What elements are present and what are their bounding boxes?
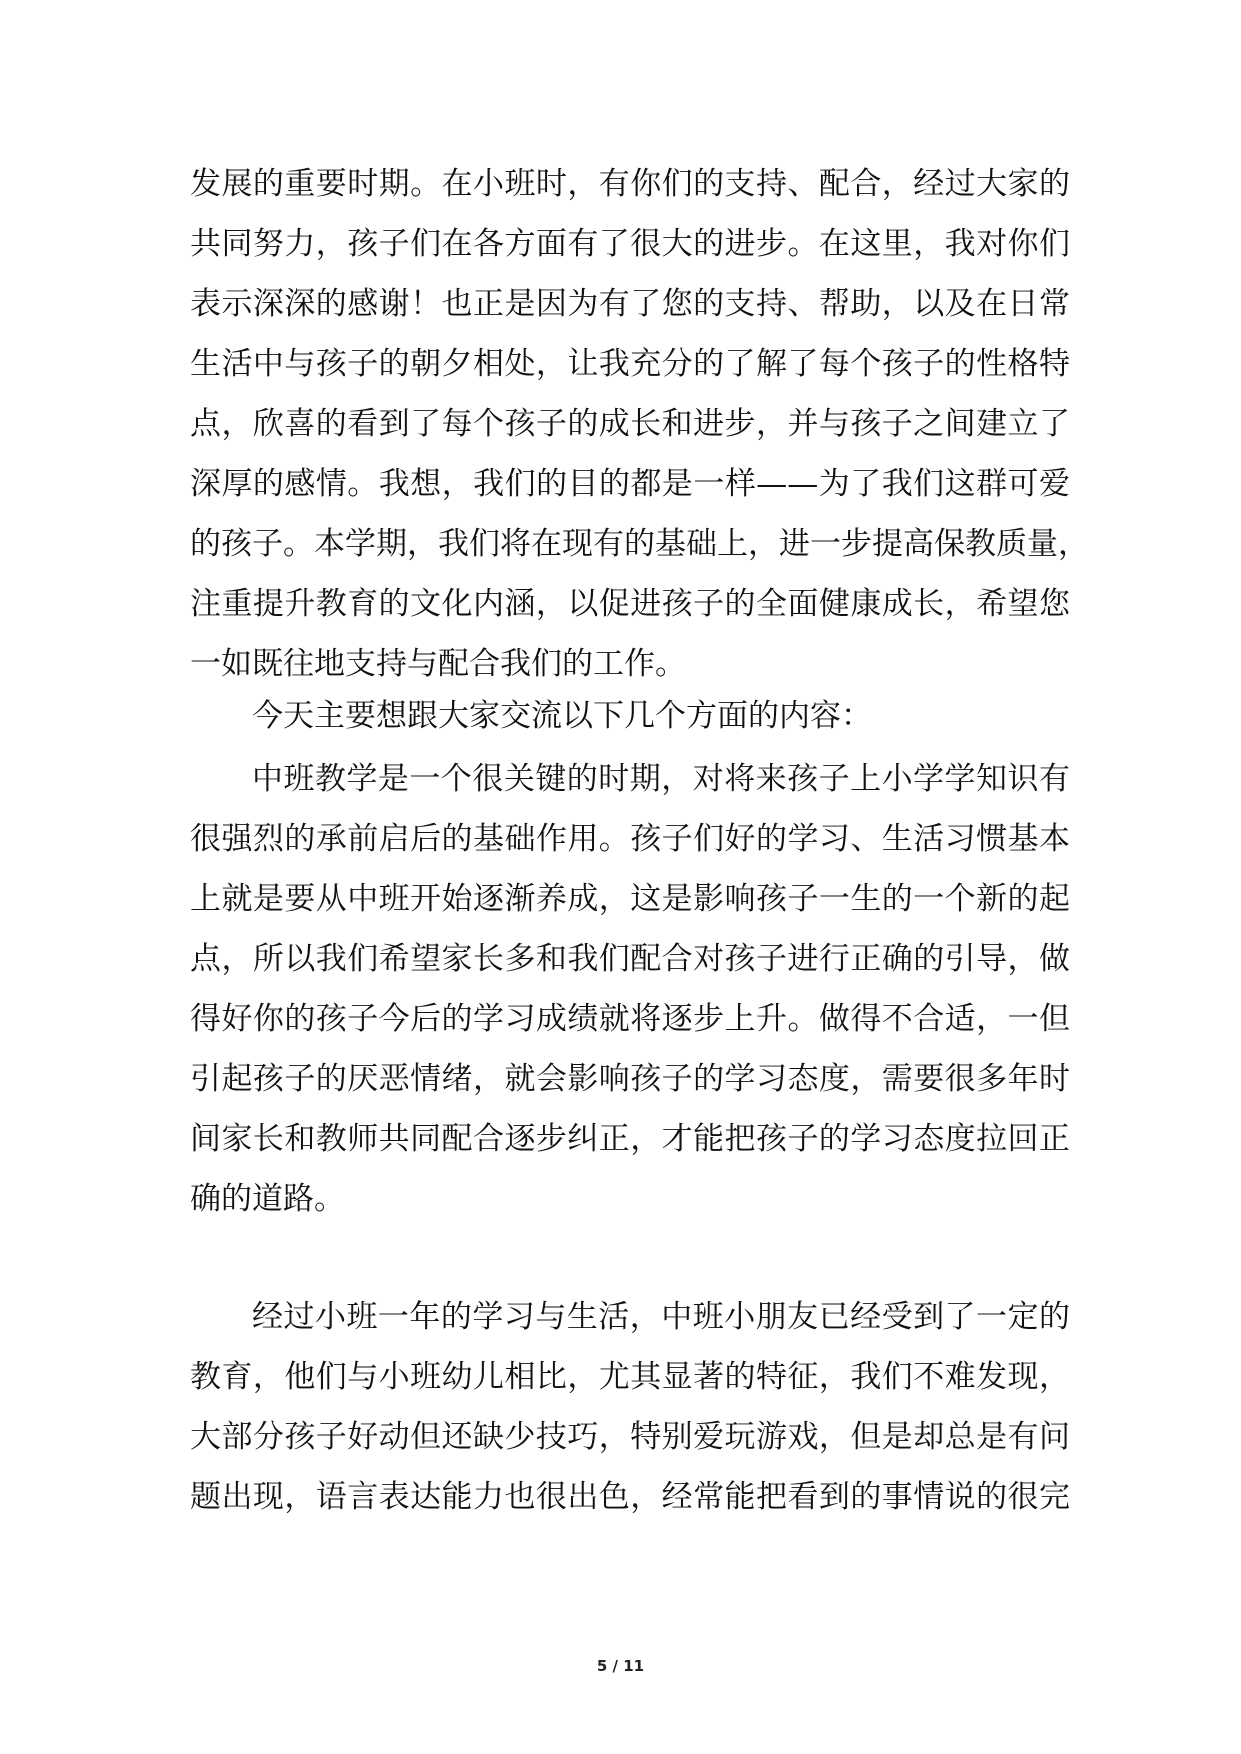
paragraph-children-traits <box>190 1287 1070 1527</box>
text-line: 的孩子。本学期，我们将在现有的基础上，进一步提高保教质量， <box>190 526 1089 562</box>
text-line: 生活中与孩子的朝夕相处，让我充分的了解了每个孩子的性格特 <box>190 346 1070 382</box>
text-line: 大部分孩子好动但还缺少技巧，特别爱玩游戏，但是却总是有问 <box>190 1419 1070 1455</box>
text-line: 确的道路。 <box>190 1181 345 1217</box>
paragraph-topics-intro <box>190 686 1070 746</box>
text-line: 教育，他们与小班幼儿相比，尤其显著的特征，我们不难发现， <box>190 1359 1070 1395</box>
text-line: 题出现，语言表达能力也很出色，经常能把看到的事情说的很完 <box>190 1479 1070 1515</box>
text-line: 注重提升教育的文化内涵，以促进孩子的全面健康成长，希望您 <box>190 586 1070 622</box>
text-line: 上就是要从中班开始逐渐养成，这是影响孩子一生的一个新的起 <box>190 881 1070 917</box>
text-line: 中班教学是一个很关键的时期，对将来孩子上小学学知识有 <box>252 761 1070 797</box>
text-line: 点，所以我们希望家长多和我们配合对孩子进行正确的引导，做 <box>190 941 1070 977</box>
text-line: 经过小班一年的学习与生活，中班小朋友已经受到了一定的 <box>252 1299 1070 1335</box>
text-line: 发展的重要时期。在小班时，有你们的支持、配合，经过大家的 <box>190 166 1070 202</box>
text-line: 深厚的感情。我想，我们的目的都是一样——为了我们这群可爱 <box>190 466 1070 502</box>
text-line: 引起孩子的厌恶情绪，就会影响孩子的学习态度，需要很多年时 <box>190 1061 1070 1097</box>
text-line: 今天主要想跟大家交流以下几个方面的内容： <box>252 698 872 734</box>
paragraph-continued <box>190 154 1089 694</box>
text-line: 间家长和教师共同配合逐步纠正，才能把孩子的学习态度拉回正 <box>190 1121 1070 1157</box>
text-line: 一如既往地支持与配合我们的工作。 <box>190 646 686 682</box>
text-line: 很强烈的承前启后的基础作用。孩子们好的学习、生活习惯基本 <box>190 821 1070 857</box>
text-line: 得好你的孩子今后的学习成绩就将逐步上升。做得不合适，一但 <box>190 1001 1070 1037</box>
page-number: 5 / 11 <box>596 1657 645 1675</box>
text-line: 表示深深的感谢！也正是因为有了您的支持、帮助，以及在日常 <box>190 286 1070 322</box>
text-line: 共同努力，孩子们在各方面有了很大的进步。在这里，我对你们 <box>190 226 1070 262</box>
text-line: 点，欣喜的看到了每个孩子的成长和进步，并与孩子之间建立了 <box>190 406 1070 442</box>
paragraph-middle-class-teaching <box>190 749 1070 1229</box>
